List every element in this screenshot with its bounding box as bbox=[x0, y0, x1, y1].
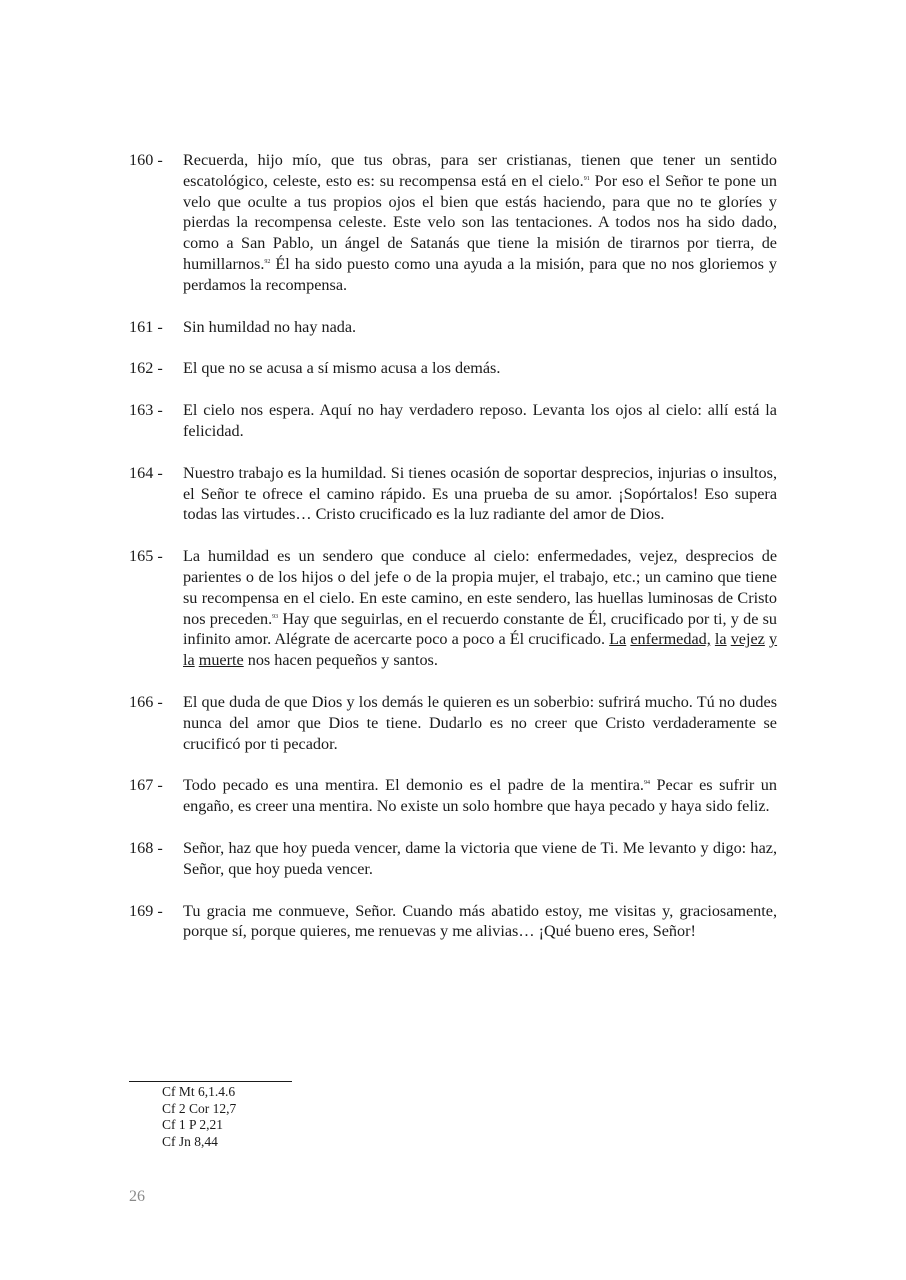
text-segment: El que no se acusa a sí mismo acusa a los demás. bbox=[183, 359, 501, 378]
text-segment: El cielo nos espera. Aquí no hay verdadero reposo. Levanta los ojos al cielo: allí está la felicidad. bbox=[183, 401, 777, 440]
entry-text bbox=[183, 692, 777, 754]
underlined-text: enfermedad, bbox=[630, 630, 711, 649]
entry-text bbox=[183, 317, 777, 338]
entry-167 bbox=[129, 775, 777, 817]
underlined-text: muerte bbox=[198, 651, 244, 670]
entry-169 bbox=[129, 901, 777, 943]
text-segment: Recuerda, hijo mío, que tus obras, para ser cristianas, tienen que tener un sentido escatológico, celeste, esto es: su recompensa está en el cielo. bbox=[183, 151, 777, 190]
entry-164 bbox=[129, 463, 777, 525]
underlined-text: La bbox=[609, 630, 627, 649]
underlined-text: la bbox=[714, 630, 727, 649]
entry-number: 160 - bbox=[129, 151, 163, 169]
footnotes bbox=[162, 1084, 236, 1150]
entry-text bbox=[183, 358, 777, 379]
entry-166 bbox=[129, 692, 777, 754]
entry-number: 164 - bbox=[129, 463, 163, 482]
text-segment: Tu gracia me conmueve, Señor. Cuando más abatido estoy, me visitas y, graciosamente, porque sí, porque quieres, me renuevas y me alivias… ¡Qué bueno eres, Señor! bbox=[183, 901, 777, 941]
entry-text bbox=[183, 775, 777, 817]
entry-168 bbox=[129, 838, 777, 880]
footnote-item: Cf 1 P 2,21 bbox=[162, 1117, 224, 1133]
underlined-text: y bbox=[768, 630, 778, 649]
entry-161 bbox=[129, 317, 777, 338]
entry-text bbox=[183, 546, 777, 671]
entry-number: 167 - bbox=[129, 776, 163, 795]
text-segment: Nuestro trabajo es la humildad. Si tienes ocasión de soportar desprecios, injurias o insultos, el Señor te ofrece el camino rápido. Es una prueba de su amor. ¡Sopórtalos! Eso supera todas las virtudes… Cristo crucificado es la luz radiante del amor de Dios. bbox=[183, 463, 777, 524]
entry-text bbox=[183, 150, 777, 296]
underlined-text: vejez bbox=[730, 630, 765, 649]
footnote-ref: 92 bbox=[264, 258, 271, 265]
entries-list bbox=[129, 150, 777, 963]
text-segment: Por eso el Señor te pone un velo que oculte a tus propios ojos el bien que estás haciendo, para que no te gloríes y pierdas la recompensa celeste. Este velo son las tentaciones. A todos nos ha sido dado, como a San Pablo, un ángel de Satanás que tiene la misión de tirarnos por tierra, de humillarnos. bbox=[183, 171, 777, 273]
entry-number: 169 - bbox=[129, 901, 163, 920]
entry-160 bbox=[129, 150, 777, 296]
entry-number: 165 - bbox=[129, 547, 163, 566]
text-segment: Pecar es sufrir un engaño, es creer una mentira. No existe un solo hombre que haya pecado y haya sido feliz. bbox=[183, 776, 777, 816]
entry-162 bbox=[129, 358, 777, 379]
entry-text bbox=[183, 463, 777, 525]
footnote-ref: 91 bbox=[583, 175, 590, 182]
entry-text bbox=[183, 838, 777, 880]
entry-text bbox=[183, 901, 777, 943]
text-segment: Todo pecado es una mentira. El demonio es el padre de la mentira. bbox=[183, 776, 644, 795]
text-segment: Hay que seguirlas, en el recuerdo constante de Él, crucificado por ti, y de su infinito amor. Alégrate de acercarte poco a poco a Él crucificado. bbox=[183, 609, 777, 649]
entry-number: 168 - bbox=[129, 838, 163, 857]
entry-163 bbox=[129, 400, 777, 442]
footnote-ref: 93 bbox=[272, 613, 279, 620]
entry-165 bbox=[129, 546, 777, 671]
entry-number: 166 - bbox=[129, 692, 163, 711]
text-segment: Sin humildad no hay nada. bbox=[183, 317, 357, 336]
entry-text bbox=[183, 400, 777, 442]
entry-number: 161 - bbox=[129, 317, 163, 336]
footnote-item: Cf Mt 6,1.4.6 bbox=[162, 1084, 236, 1099]
footnote-item: Cf Jn 8,44 bbox=[162, 1133, 218, 1149]
entry-number: 162 - bbox=[129, 359, 163, 378]
text-segment: nos hacen pequeños y santos. bbox=[243, 651, 438, 670]
footnote-ref: 94 bbox=[643, 780, 650, 787]
text-segment: Él ha sido puesto como una ayuda a la misión, para que no nos gloriemos y perdamos la recompensa. bbox=[183, 254, 777, 294]
entry-number: 163 - bbox=[129, 401, 163, 420]
footnote-item: Cf 2 Cor 12,7 bbox=[162, 1100, 237, 1116]
page-number: 26 bbox=[129, 1188, 145, 1205]
footnote-divider bbox=[129, 1081, 292, 1082]
text-segment: Señor, haz que hoy pueda vencer, dame la victoria que viene de Ti. Me levanto y digo: haz, Señor, que hoy pueda vencer. bbox=[183, 838, 777, 878]
text-segment: La humildad es un sendero que conduce al cielo: enfermedades, vejez, desprecios de parientes o de los hijos o del jefe o de la propia mujer, el trabajo, etc.; un camino que tiene su recompensa en el cielo. En este camino, en este sendero, las huellas luminosas de Cristo nos preceden. bbox=[183, 547, 777, 628]
text-segment: El que duda de que Dios y los demás le quieren es un soberbio: sufrirá mucho. Tú no dudes nunca del amor que Dios te tiene. Dudarlo es no creer que Cristo verdaderamente se crucificó por ti pecador. bbox=[183, 692, 777, 753]
underlined-text: la bbox=[183, 651, 195, 670]
